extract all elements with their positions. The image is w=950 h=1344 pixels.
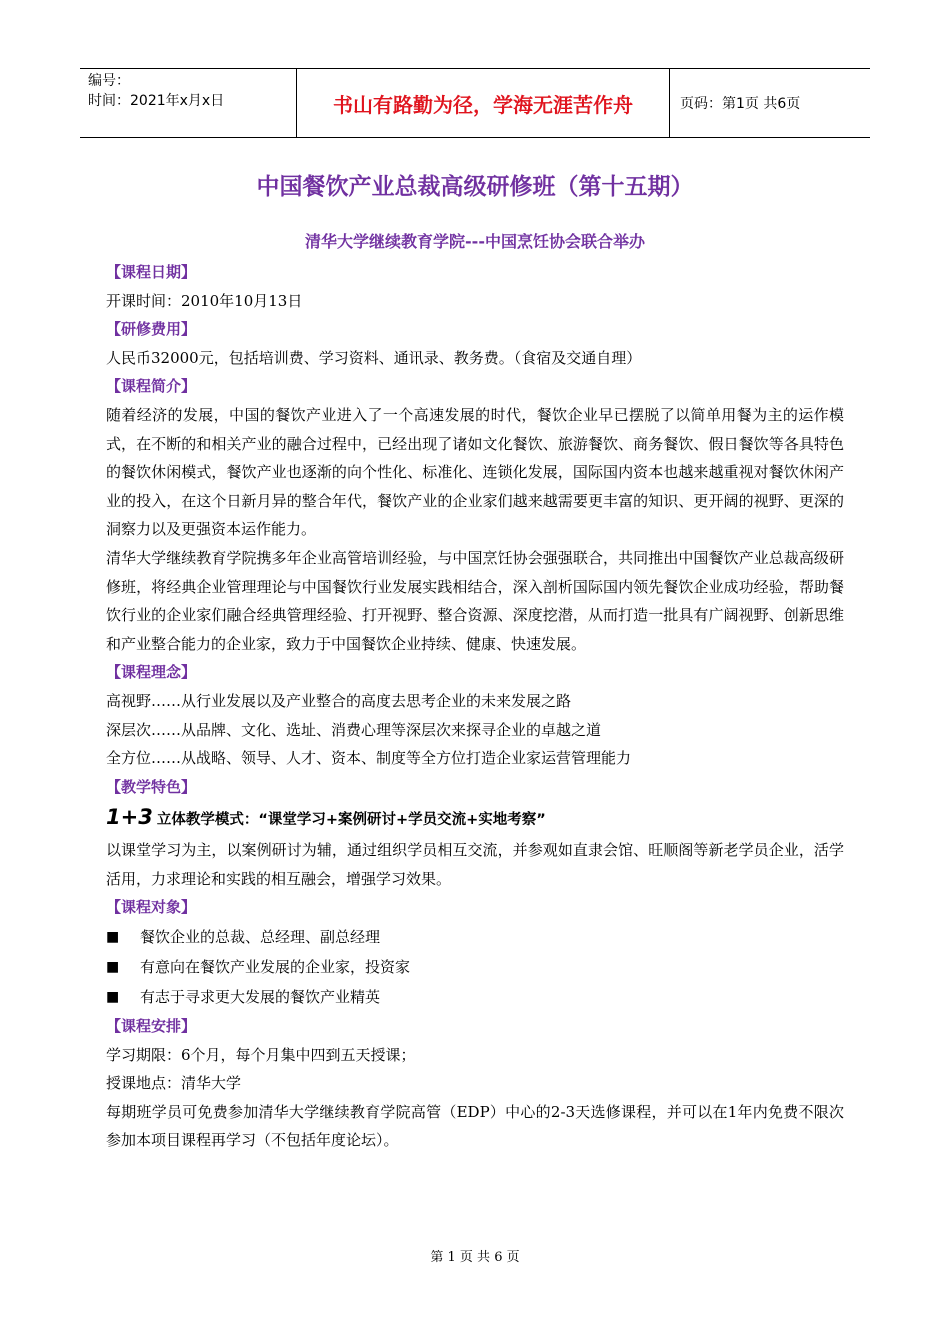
page-header [80, 68, 870, 138]
number-label: 编号： [88, 73, 130, 89]
fee-text: 人民币32000元，包括培训费、学习资料、通讯录、教务费。（食宿及交通自理） [106, 348, 642, 367]
header-motto: 书山有路勤为径，学海无涯苦作舟 [297, 69, 670, 137]
section-heading-feature: 【教学特色】 [106, 777, 197, 796]
feature-title: 立体教学模式：“课堂学习+案例研讨+学员交流+实地考察” [156, 812, 546, 829]
intro-paragraph-2: 清华大学继续教育学院携多年企业高管培训经验，与中国烹饪协会强强联合，共同推出中国餐饮产业总裁高级研修班，将经典企业管理理论与中国餐饮行业发展实践相结合，深入剖析国际国内领先餐饮企业成功经验，帮助餐饮行业的企业家们融合经典管理经验、打开视野、整合资源、深度挖潜，从而打造一批具有广阔视野、创新思维和产业整合能力的企业家，致力于中国餐饮企业持续、健康、快速发展。 [106, 548, 844, 653]
target-item-text: 有志于寻求更大发展的餐饮产业精英 [140, 988, 381, 1007]
target-item-text: 有意向在餐饮产业发展的企业家，投资家 [140, 958, 411, 977]
header-page-info: 页码：第1页 共6页 [680, 96, 801, 112]
date-text: 开课时间：2010年10月13日 [106, 291, 303, 310]
concept-item: 深层次……从品牌、文化、选址、消费心理等深层次来探寻企业的卓越之道 [106, 720, 602, 739]
concept-item: 高视野……从行业发展以及产业整合的高度去思考企业的未来发展之路 [106, 691, 572, 710]
feature-big-number: 1+3 [106, 805, 153, 830]
target-item-text: 餐饮企业的总裁、总经理、副总经理 [140, 928, 381, 947]
section-heading-date: 【课程日期】 [106, 263, 197, 281]
schedule-item: 学习期限：6个月，每个月集中四到五天授课； [106, 1045, 416, 1064]
schedule-item: 每期班学员可免费参加清华大学继续教育学院高管（EDP）中心的2-3天选修课程，并可以在1年内免费不限次参加本项目课程再学习（不包括年度论坛）。 [106, 1102, 844, 1150]
target-list-item [106, 952, 844, 982]
concept-item: 全方位……从战略、领导、人才、资本、制度等全方位打造企业家运营管理能力 [106, 749, 632, 768]
bullet-square-icon: ■ [106, 989, 120, 1006]
bullet-square-icon: ■ [106, 959, 120, 976]
section-heading-concept: 【课程理念】 [106, 663, 197, 682]
section-heading-schedule: 【课程安排】 [106, 1017, 197, 1036]
section-heading-intro: 【课程简介】 [106, 377, 197, 396]
bullet-square-icon: ■ [106, 929, 120, 946]
section-heading-target: 【课程对象】 [106, 898, 197, 917]
feature-text: 以课堂学习为主，以案例研讨为辅，通过组织学员相互交流，并参观如直隶会馆、旺顺阁等新老学员企业，活学活用，力求理论和实践的相互融会，增强学习效果。 [106, 841, 844, 888]
time-label: 时间：2021年x月x日 [88, 93, 225, 109]
target-list-item [106, 922, 844, 952]
feature-title-line [106, 801, 844, 836]
header-meta [80, 69, 297, 137]
document-body [106, 258, 844, 1155]
document-subtitle: 清华大学继续教育学院---中国烹饪协会联合举办 [305, 232, 645, 251]
section-heading-fee: 【研修费用】 [106, 320, 197, 339]
schedule-item: 授课地点：清华大学 [106, 1074, 242, 1093]
page-footer: 第 1 页 共 6 页 [430, 1250, 520, 1265]
document-title: 中国餐饮产业总裁高级研修班（第十五期） [256, 174, 694, 200]
target-list-item [106, 982, 844, 1012]
intro-paragraph-1: 随着经济的发展，中国的餐饮产业进入了一个高速发展的时代，餐饮企业早已摆脱了以简单用餐为主的运作模式，在不断的和相关产业的融合过程中，已经出现了诸如文化餐饮、旅游餐饮、商务餐饮、假日餐饮等各具特色的餐饮休闲模式，餐饮产业也逐渐的向个性化、标准化、连锁化发展，国际国内资本也越来越重视对餐饮休闲产业的投入，在这个日新月异的整合年代，餐饮产业的企业家们越来越需要更丰富的知识、更开阔的视野、更深的洞察力以及更强资本运作能力。 [106, 405, 844, 539]
